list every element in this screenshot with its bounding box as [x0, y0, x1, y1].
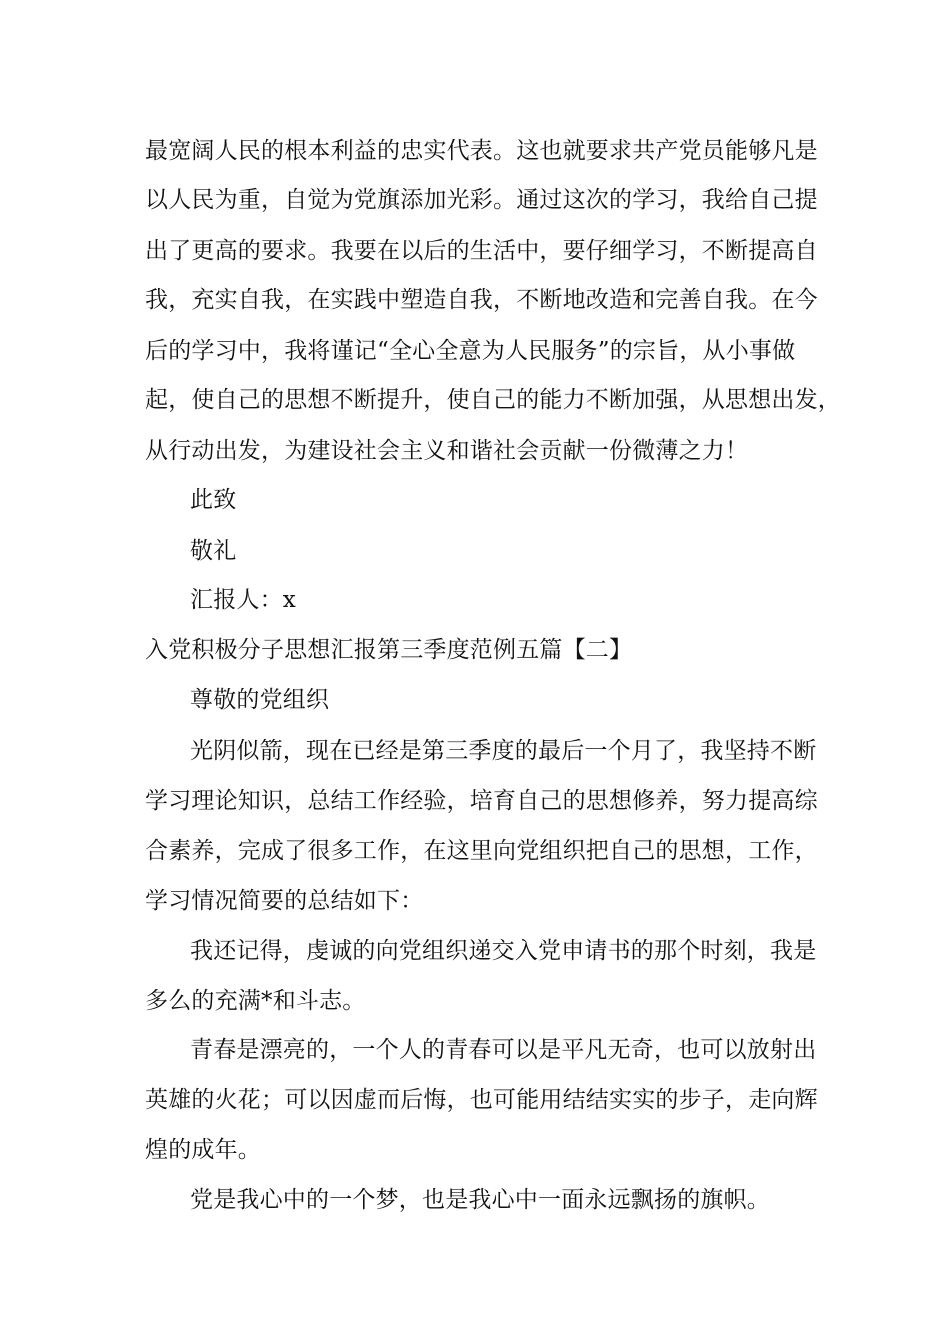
paragraph-line: 学习情况简要的总结如下： [145, 888, 424, 914]
paragraph-line: 我，充实自我，在实践中塑造自我，不断地改造和完善自我。在今 [145, 287, 818, 313]
paragraph-line: 最宽阔人民的根本利益的忠实代表。这也就要求共产党员能够凡是 [145, 138, 818, 164]
paragraph-line: 学习理论知识，总结工作经验，培育自己的思想修养，努力提高综 [145, 788, 818, 814]
paragraph-line: 从行动出发，为建设社会主义和谐社会贡献一份微薄之力！ [145, 438, 749, 464]
paragraph-line: 光阴似箭，现在已经是第三季度的最后一个月了，我坚持不断 [190, 738, 817, 764]
closing-salutation: 此致 [190, 487, 237, 513]
paragraph-line: 多么的充满*和斗志。 [145, 988, 366, 1014]
closing-regards: 敬礼 [190, 538, 237, 564]
paragraph-line: 青春是漂亮的，一个人的青春可以是平凡无奇，也可以放射出 [190, 1037, 817, 1063]
paragraph-line: 以人民为重，自觉为党旗添加光彩。通过这次的学习，我给自己提 [145, 187, 818, 213]
paragraph-line: 我还记得，虔诚的向党组织递交入党申请书的那个时刻，我是 [190, 938, 817, 964]
paragraph-line: 合素养，完成了很多工作，在这里向党组织把自己的思想，工作， [145, 838, 818, 864]
paragraph-line: 党是我心中的一个梦，也是我心中一面永远飘扬的旗帜。 [190, 1187, 770, 1213]
paragraph-line: 起，使自己的思想不断提升，使自己的能力不断加强，从思想出发， [145, 387, 841, 413]
greeting-line: 尊敬的党组织 [190, 687, 330, 713]
paragraph-line: 英雄的火花；可以因虚而后悔，也可能用结结实实的步子，走向辉 [145, 1087, 818, 1113]
paragraph-line: 出了更高的要求。我要在以后的生活中，要仔细学习，不断提高自 [145, 238, 818, 264]
reporter-line: 汇报人：x [190, 587, 296, 613]
paragraph-line: 后的学习中，我将谨记“全心全意为人民服务”的宗旨，从小事做 [145, 338, 796, 364]
paragraph-line: 煌的成年。 [145, 1137, 261, 1163]
section-heading: 入党积极分子思想汇报第三季度范例五篇【二】 [145, 637, 633, 663]
